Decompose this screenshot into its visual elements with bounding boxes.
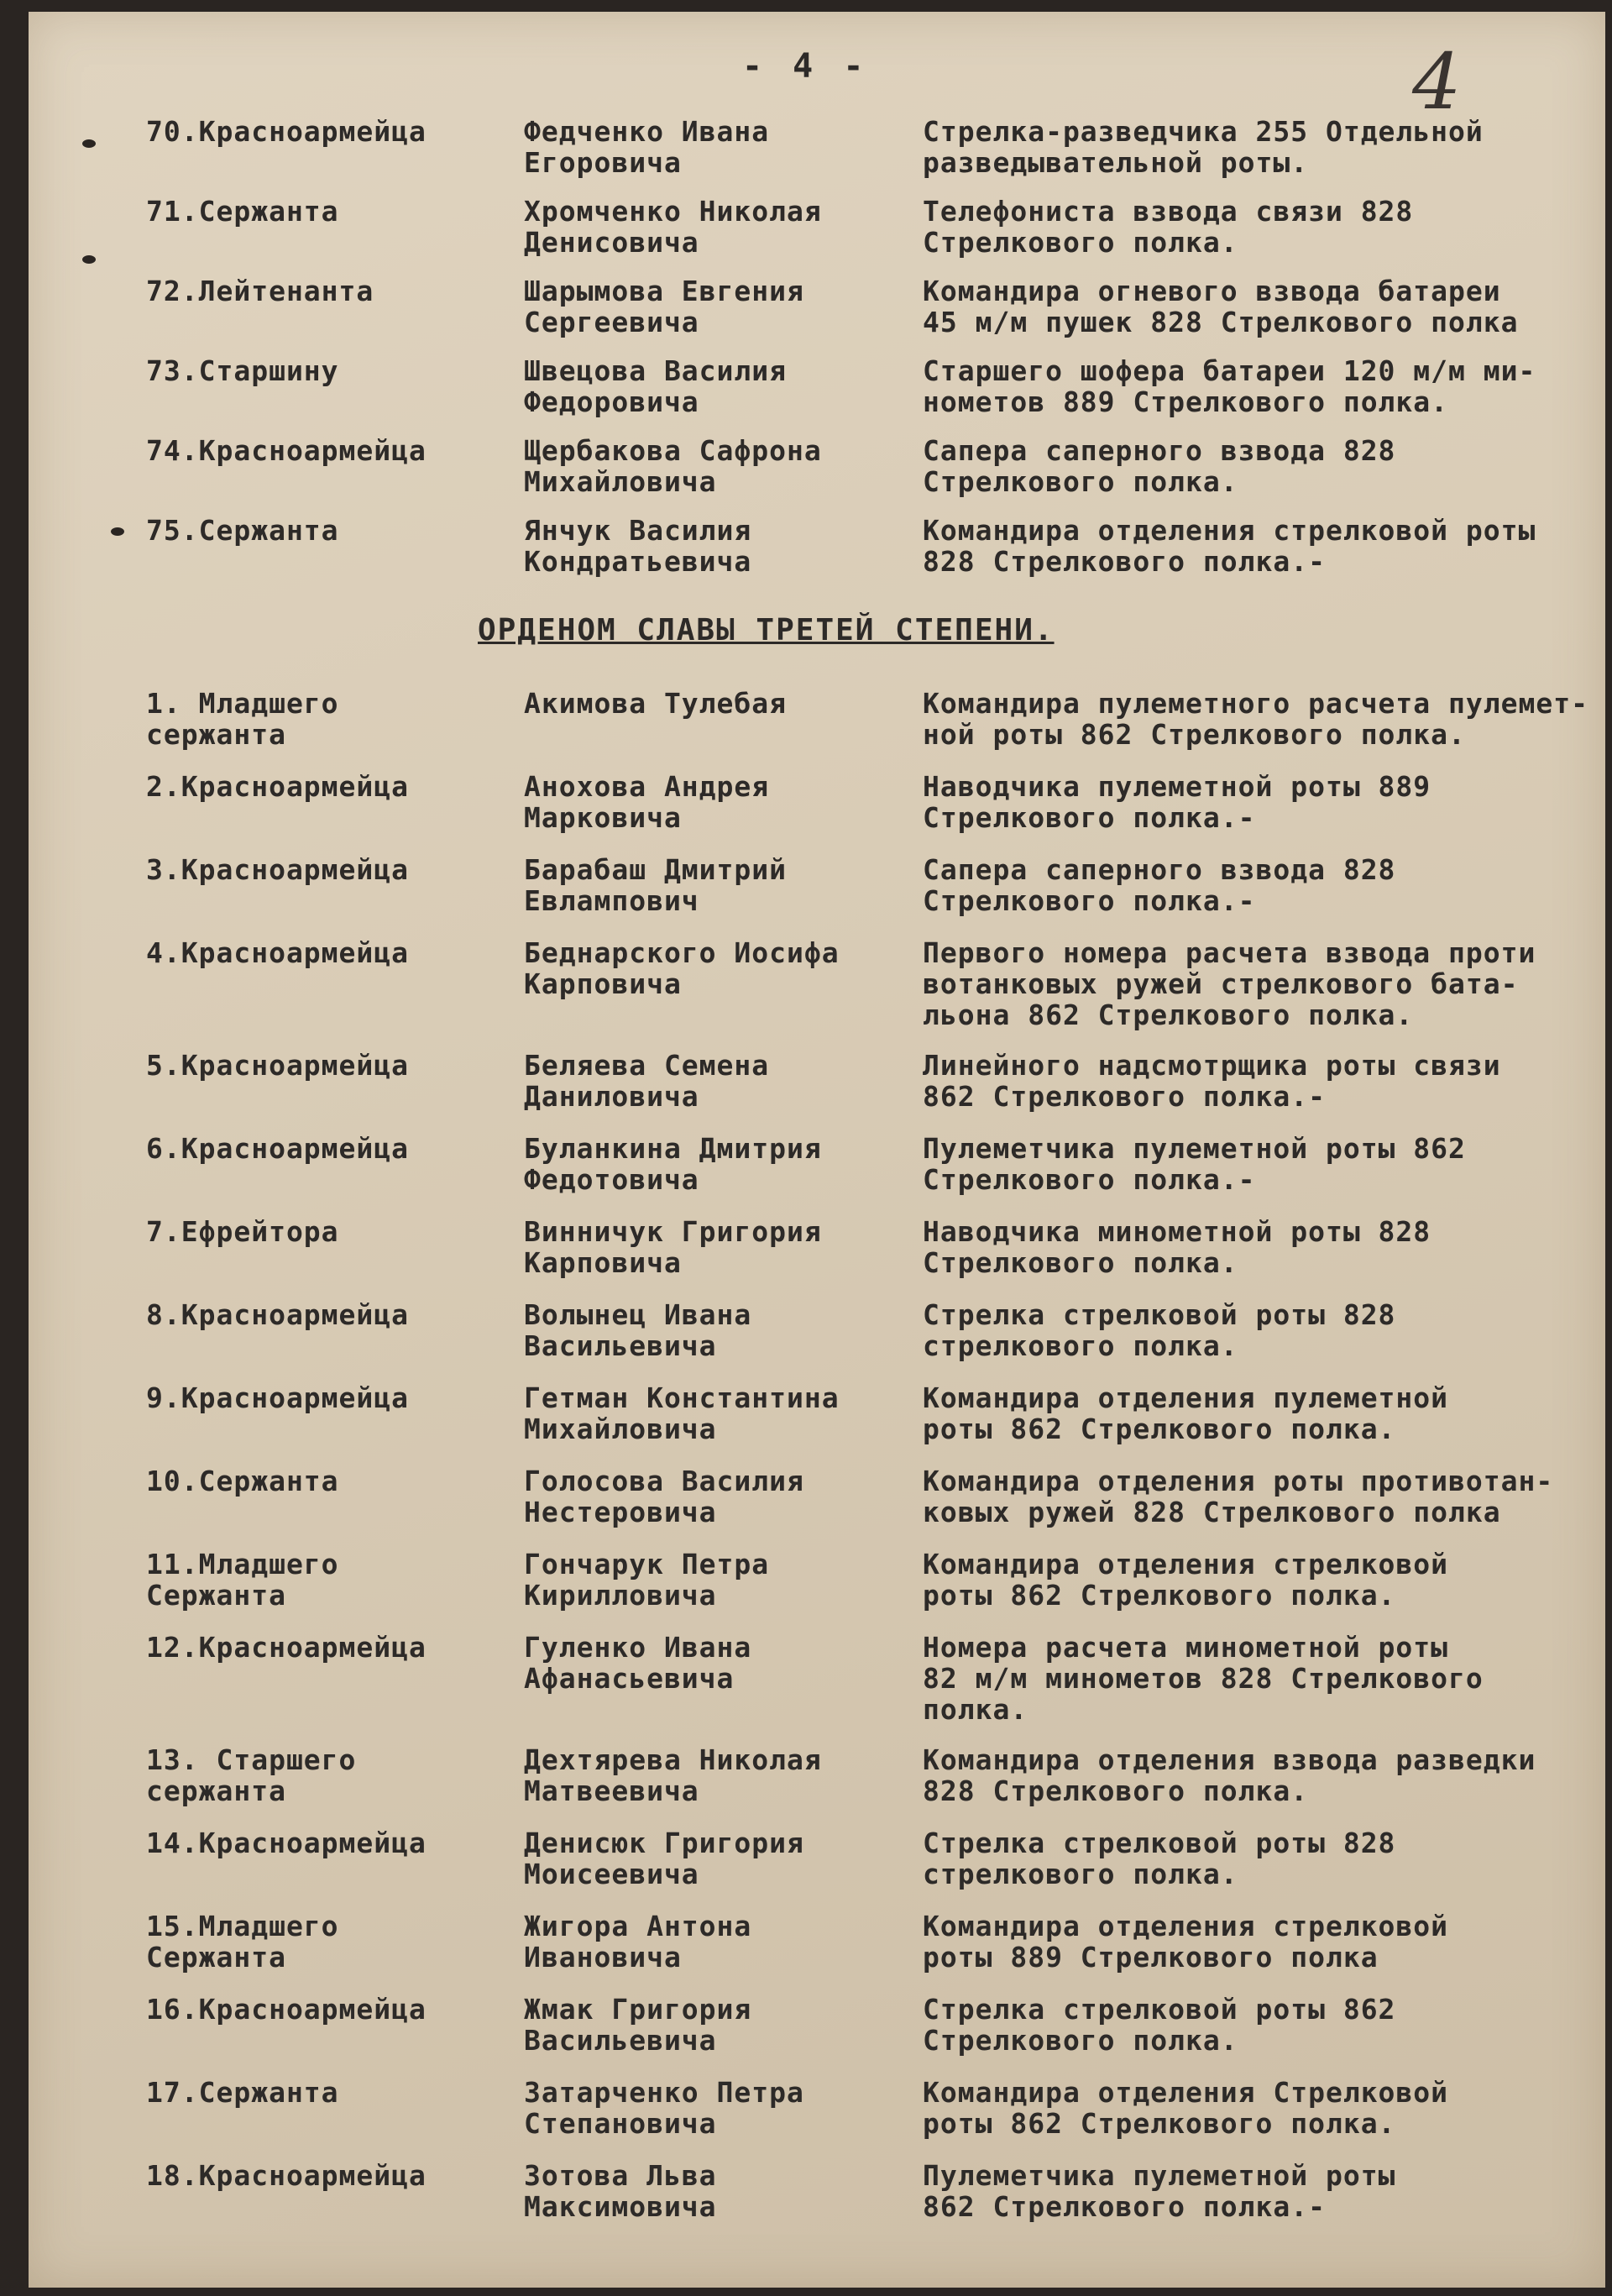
list-item	[29, 688, 1605, 771]
position-cell: Командира отделения Стрелковой роты 862 Стрелкового полка.	[923, 2076, 1449, 2140]
position-cell: Сапера саперного взвода 828 Стрелкового полка.-	[923, 853, 1396, 917]
rank-cell: 74.Красноармейца	[146, 434, 427, 467]
list-item	[29, 435, 1605, 515]
name-cell: Зотова Льва Максимовича	[524, 2159, 717, 2223]
binding-hole	[111, 527, 124, 536]
position-cell: Пулеметчика пулеметной роты 862 Стрелкового полка.-	[923, 2159, 1396, 2223]
list-item	[29, 1299, 1605, 1382]
position-cell: Командира отделения роты противотан- ковых ружей 828 Стрелкового полка	[923, 1465, 1554, 1528]
rank-cell: 8.Красноармейца	[146, 1298, 410, 1331]
rank-cell: 75.Сержанта	[146, 514, 339, 547]
list-item	[29, 1465, 1605, 1549]
position-cell: Стрелка стрелковой роты 862 Стрелкового полка.	[923, 1993, 1396, 2057]
name-cell: Щербакова Сафрона Михайловича	[524, 434, 822, 498]
name-cell: Гетман Константина Михайловича	[524, 1381, 840, 1445]
list-item	[29, 196, 1605, 275]
name-cell: Винничук Григория Карповича	[524, 1215, 822, 1279]
position-cell: Старшего шофера батареи 120 м/м ми- нометов 889 Стрелкового полка.	[923, 354, 1536, 418]
position-cell: Линейного надсмотрщика роты связи 862 Стрелкового полка.-	[923, 1049, 1501, 1113]
rank-cell: 4.Красноармейца	[146, 936, 410, 969]
list-item	[29, 1050, 1605, 1133]
rank-cell: 16.Красноармейца	[146, 1993, 427, 2026]
position-cell: Наводчика минометной роты 828 Стрелкового полка.	[923, 1215, 1431, 1279]
list-item	[29, 937, 1605, 1050]
rank-cell: 17.Сержанта	[146, 2076, 339, 2109]
name-cell: Акимова Тулебая	[524, 687, 788, 720]
rank-cell: 6.Красноармейца	[146, 1132, 410, 1165]
position-cell: Сапера саперного взвода 828 Стрелкового полка.	[923, 434, 1396, 498]
name-cell: Шарымова Евгения Сергеевича	[524, 275, 804, 338]
name-cell: Жмак Григория Васильевича	[524, 1993, 752, 2057]
handwritten-page-mark: 4	[1412, 37, 1462, 127]
name-cell: Гуленко Ивана Афанасьевича	[524, 1631, 752, 1695]
name-cell: Денисюк Григория Моисеевича	[524, 1827, 804, 1890]
rank-cell: 12.Красноармейца	[146, 1631, 427, 1664]
section-heading: ОРДЕНОМ СЛАВЫ ТРЕТЕЙ СТЕПЕНИ.	[478, 613, 1055, 647]
name-cell: Федченко Ивана Егоровича	[524, 115, 770, 179]
name-cell: Волынец Ивана Васильевича	[524, 1298, 752, 1362]
name-cell: Хромченко Николая Денисовича	[524, 195, 822, 259]
rank-cell: 73.Старшину	[146, 354, 339, 387]
name-cell: Беляева Семена Даниловича	[524, 1049, 770, 1113]
name-cell: Голосова Василия Нестеровича	[524, 1465, 804, 1528]
name-cell: Барабаш Дмитрий Евлампович	[524, 853, 788, 917]
list-item	[29, 2077, 1605, 2160]
position-cell: Командира отделения пулеметной роты 862 Стрелкового полка.	[923, 1381, 1449, 1445]
list-item	[29, 771, 1605, 854]
position-cell: Командира отделения взвода разведки 828 Стрелкового полка.	[923, 1743, 1536, 1807]
list-item	[29, 515, 1605, 595]
award-list-bottom	[29, 688, 1605, 2243]
list-item	[29, 2160, 1605, 2243]
name-cell: Швецова Василия Федоровича	[524, 354, 788, 418]
rank-cell: 70.Красноармейца	[146, 115, 427, 148]
position-cell: Командира пулеметного расчета пулемет- ной роты 862 Стрелкового полка.	[923, 687, 1588, 751]
page-number: - 4 -	[742, 47, 869, 86]
rank-cell: 71.Сержанта	[146, 195, 339, 228]
binding-hole	[82, 139, 96, 148]
rank-cell: 14.Красноармейца	[146, 1827, 427, 1859]
list-item	[29, 1216, 1605, 1299]
rank-cell: 3.Красноармейца	[146, 853, 410, 886]
name-cell: Жигора Антона Ивановича	[524, 1910, 752, 1974]
rank-cell: 9.Красноармейца	[146, 1381, 410, 1414]
list-item	[29, 1133, 1605, 1216]
list-item	[29, 1382, 1605, 1465]
position-cell: Командира отделения стрелковой роты 828 Стрелкового полка.-	[923, 514, 1536, 578]
rank-cell: 15.Младшего Сержанта	[146, 1910, 339, 1974]
name-cell: Дехтярева Николая Матвеевича	[524, 1743, 822, 1807]
list-item	[29, 1994, 1605, 2077]
rank-cell: 18.Красноармейца	[146, 2159, 427, 2192]
position-cell: Наводчика пулеметной роты 889 Стрелкового полка.-	[923, 770, 1431, 834]
rank-cell: 13. Старшего сержанта	[146, 1743, 357, 1807]
rank-cell: 7.Ефрейтора	[146, 1215, 339, 1248]
position-cell: Номера расчета минометной роты 82 м/м минометов 828 Стрелкового полка.	[923, 1631, 1484, 1726]
rank-cell: 5.Красноармейца	[146, 1049, 410, 1082]
position-cell: Стрелка-разведчика 255 Отдельной разведывательной роты.	[923, 115, 1484, 179]
list-item	[29, 116, 1605, 196]
name-cell: Анохова Андрея Марковича	[524, 770, 770, 834]
position-cell: Стрелка стрелковой роты 828 стрелкового полка.	[923, 1298, 1396, 1362]
rank-cell: 10.Сержанта	[146, 1465, 339, 1497]
rank-cell: 11.Младшего Сержанта	[146, 1548, 339, 1612]
award-list-top	[29, 116, 1605, 595]
list-item	[29, 1911, 1605, 1994]
position-cell: Командира отделения стрелковой роты 862 Стрелкового полка.	[923, 1548, 1449, 1612]
name-cell: Янчук Василия Кондратьевича	[524, 514, 752, 578]
name-cell: Беднарского Иосифа Карповича	[524, 936, 840, 1000]
rank-cell: 72.Лейтенанта	[146, 275, 374, 307]
list-item	[29, 1744, 1605, 1827]
list-item	[29, 1827, 1605, 1911]
name-cell: Буланкина Дмитрия Федотовича	[524, 1132, 822, 1196]
list-item	[29, 275, 1605, 355]
rank-cell: 2.Красноармейца	[146, 770, 410, 803]
list-item	[29, 1632, 1605, 1744]
document-sheet	[29, 12, 1605, 2288]
list-item	[29, 1549, 1605, 1632]
position-cell: Командира отделения стрелковой роты 889 Стрелкового полка	[923, 1910, 1449, 1974]
position-cell: Стрелка стрелковой роты 828 стрелкового полка.	[923, 1827, 1396, 1890]
position-cell: Пулеметчика пулеметной роты 862 Стрелкового полка.-	[923, 1132, 1466, 1196]
binding-hole	[82, 255, 96, 264]
position-cell: Телефониста взвода связи 828 Стрелкового полка.	[923, 195, 1414, 259]
list-item	[29, 355, 1605, 435]
position-cell: Первого номера расчета взвода проти вотанковых ружей стрелкового бата- льона 862 Стрелкового полка.	[923, 936, 1536, 1031]
name-cell: Гончарук Петра Кирилловича	[524, 1548, 770, 1612]
rank-cell: 1. Младшего сержанта	[146, 687, 339, 751]
name-cell: Затарченко Петра Степановича	[524, 2076, 804, 2140]
position-cell: Командира огневого взвода батареи 45 м/м пушек 828 Стрелкового полка	[923, 275, 1519, 338]
list-item	[29, 854, 1605, 937]
